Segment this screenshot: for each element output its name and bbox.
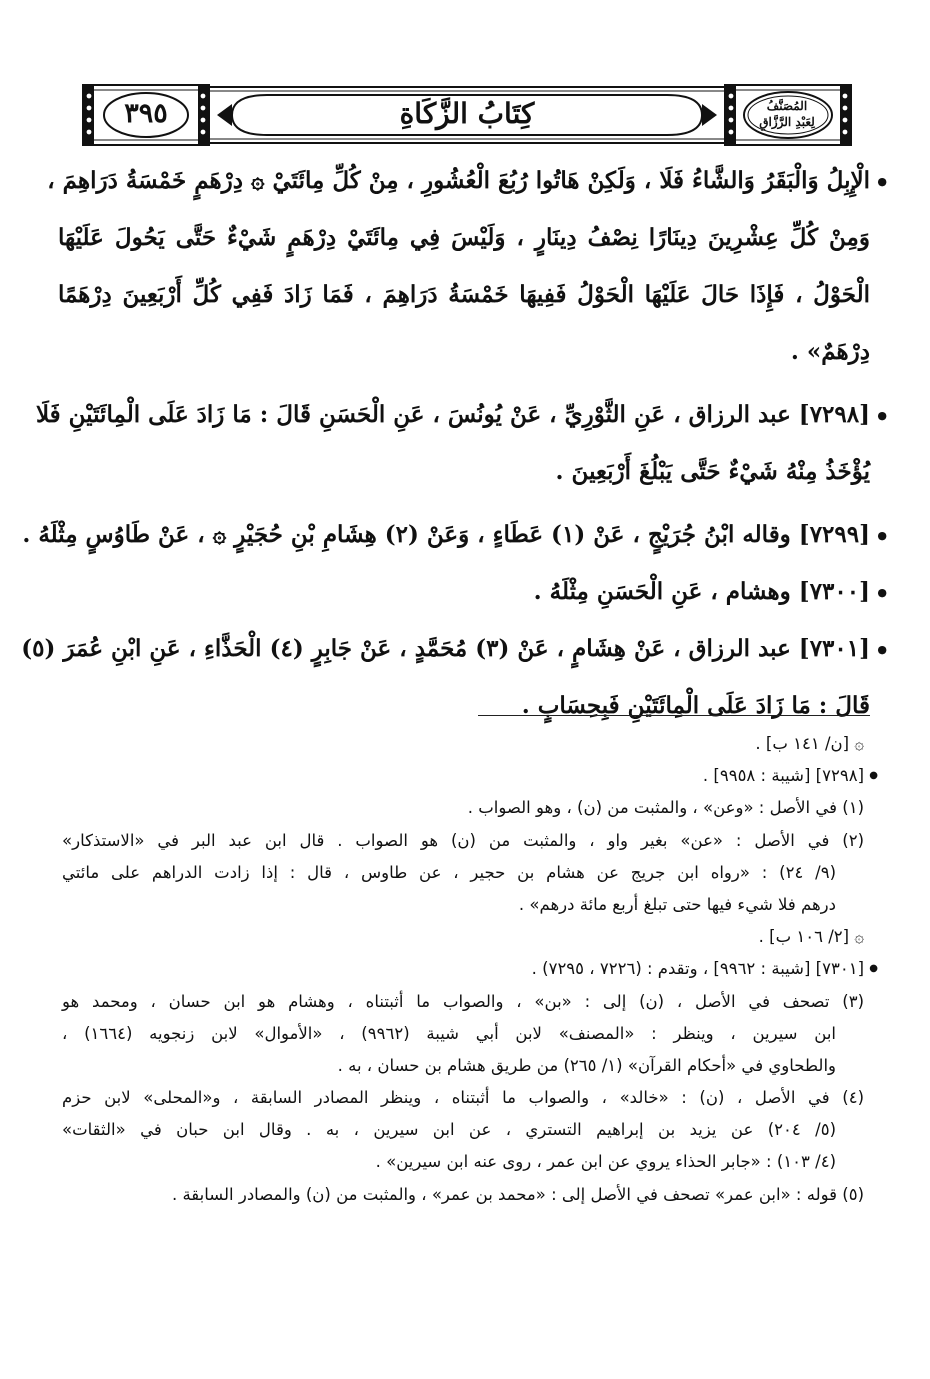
footnote-2-cont: درهم فلا شيء فيها حتى تبلغ أربع مائة درهم» .: [518, 894, 836, 914]
hadith-entry-7301: [21, 634, 870, 748]
main-text: [21, 166, 870, 748]
text-line: دِرْهَمٌ» .: [790, 338, 870, 365]
footnote-separator: [478, 715, 870, 716]
footnote-2: (٢) في الأصل : «عن» بغير واو ، والمثبت من (ن) هو الصواب . قال ابن عبد البر في «الاستذكار»: [62, 830, 864, 850]
footnote-3: (٣) تصحف في الأصل ، (ن) إلى : «بن» ، والصواب ما أثبتناه ، وهشام هو ابن حسان ، ومحمد هو: [62, 991, 864, 1011]
footnote-4: (٤) في الأصل ، (ن) : «خالد» ، والصواب ما أثبتناه ، وينظر المصادر السابقة ، و«المحلى» لابن حزم: [62, 1088, 864, 1108]
seal-line-1: المُصَنَّفُ: [766, 99, 808, 113]
footnote-2-cont: (٩/ ٢٤) : «رواه ابن جريج عن هشام بن حجير ، عن طاوس ، قال : إذا زادت الدراهم على مائتي: [62, 862, 836, 882]
folio-marker: ۞ [ن/ ١٤١ ب] .: [755, 734, 864, 753]
text-line: الْحَوْلُ ، فَإِذَا حَالَ عَلَيْهَا الْحَوْلُ فَفِيهَا خَمْسَةُ دَرَاهِمَ ، فَمَا زَادَ فَفِي كُلِّ أَرْبَعِينَ دِرْهَمًا: [58, 281, 870, 308]
seal-line-2: لِعَبْدِ الرَّزَّاقِ: [759, 115, 815, 129]
book-seal: [728, 98, 846, 130]
text-line: ● [٧٣٠٠] وهشام ، عَنِ الْحَسَنِ مِثْلَهُ .: [58, 577, 870, 634]
text-line: يُؤْخَذُ مِنْهُ شَيْءٌ حَتَّى يَبْلُغَ أَرْبَعِينَ .: [555, 458, 870, 485]
page-number: ٣٩٥: [124, 98, 168, 129]
text-line: وَمِنْ كُلِّ عِشْرِينَ دِينَارًا نِصْفُ دِينَارٍ ، وَلَيْسَ فِي مِائَتَيْ دِرْهَمٍ شَيْءٌ حَتَّى يَحُولَ عَلَيْهَا: [58, 224, 870, 251]
text-line: ● [٧٢٩٩] وقاله ابْنُ جُرَيْجٍ ، عَنْ (١) عَطَاءٍ ، وَعَنْ (٢) هِشَامِ بْنِ حُجَيْرٍ ۞ ، عَنْ طَاوُسٍ مِثْلَهُ .: [58, 520, 870, 577]
text-line: ● [٧٢٩٨] عبد الرزاق ، عَنِ الثَّوْرِيِّ ، عَنْ يُونُسَ ، عَنِ الْحَسَنِ قَالَ : مَا زَادَ عَلَى الْمِائَتَيْنِ فَلَا: [58, 400, 870, 457]
source-note-7301: ● [٧٣٠١] [شيبة : ٩٩٦٢] ، وتقدم : (٧٢٢٦ ، ٧٢٩٥) .: [62, 958, 864, 990]
running-title: كِتَابُ الزَّكَاةِ: [399, 97, 535, 130]
folio-marker: ۞ [٢/ ١٠٦ ب] .: [758, 927, 864, 947]
footnote-1: (١) في الأصل : «وعن» ، والمثبت من (ن) ، وهو الصواب .: [467, 798, 864, 818]
text-line: قَالَ : مَا زَادَ عَلَى الْمِائَتَيْنِ فَبِحِسَابٍ .: [521, 692, 870, 719]
footnote-3-cont: ابن سيرين ، وينظر : «المصنف» لابن أبي شيبة (٩٩٦٢) ، «الأموال» لابن زنجويه (١٦٦٤) ،: [62, 1023, 836, 1043]
footnote-4-cont: (٥/ ٢٠٤) عن يزيد بن إبراهيم التستري ، عن ابن سيرين ، به . وقال ابن حبان في «الثقات»: [62, 1120, 836, 1140]
hadith-entry-7300: [58, 577, 870, 634]
source-note-7298: ● [٧٢٩٨] [شيبة : ٩٩٥٨] .: [62, 765, 864, 797]
footnote-4-cont: (٤/ ١٠٣) : «جابر الحذاء يروي عن ابن عمر ، روى عنه ابن سيرين» .: [375, 1152, 836, 1172]
footnotes: [62, 733, 864, 1216]
text-line: ● [٧٣٠١] عبد الرزاق ، عَنْ هِشَامٍ ، عَنْ (٣) مُحَمَّدٍ ، عَنْ جَابِرٍ (٤) الْحَذَّاءِ ، عَنِ ابْنِ عُمَرَ (٥): [58, 634, 870, 691]
footnote-3-cont: والطحاوي في «أحكام القرآن» (١/ ٢٦٥) من طريق هشام بن حسان ، به .: [337, 1055, 836, 1075]
footnote-5: (٥) قوله : «ابن عمر» تصحف في الأصل إلى : «محمد بن عمر» ، والمثبت من (ن) والمصادر السابقة .: [171, 1184, 864, 1204]
text-line: ● الْإِبِلُ وَالْبَقَرُ وَالشَّاءُ فَلَا ، وَلَكِنْ هَاتُوا رُبُعَ الْعُشُورِ ، مِنْ كُلِّ مِائَتَيْ ۞ دِرْهَمٍ خَمْسَةُ دَرَاهِمَ ،: [58, 166, 870, 223]
hadith-entry-7298: [35, 400, 870, 514]
continued-paragraph: [47, 166, 870, 394]
hadith-entry-7299: [22, 520, 870, 577]
page-header: [82, 84, 852, 146]
